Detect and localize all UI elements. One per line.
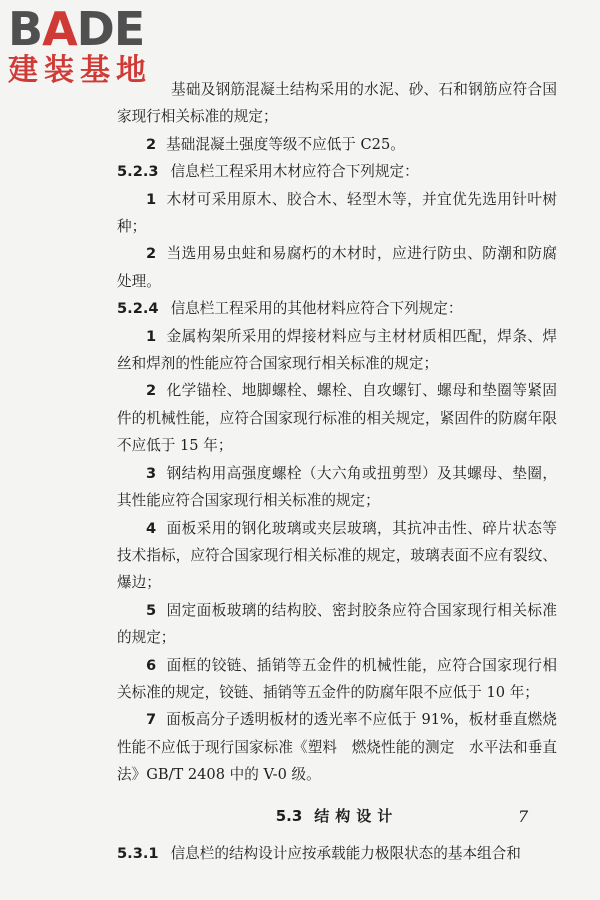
list-item: 5 固定面板玻璃的结构胶、密封胶条应符合国家现行相关标准的规定；	[117, 601, 557, 647]
section-heading: 5.3 结构设计	[275, 806, 399, 825]
paragraph-continuation: 基础及钢筋混凝土结构采用的水泥、砂、石和钢筋应符合国家现行相关标准的规定；	[117, 81, 557, 126]
document-body	[117, 76, 557, 867]
logo-wordmark: BADE	[8, 2, 145, 56]
list-item: 3 钢结构用高强度螺栓（大六角或扭剪型）及其螺母、垫圈，其性能应符合国家现行相关标准的规定；	[117, 464, 557, 510]
clause-heading: 5.2.3 信息栏工程采用木材应符合下列规定：	[117, 163, 419, 181]
list-item: 1 木材可采用原木、胶合木、轻型木等，并宜优先选用针叶树种；	[117, 190, 557, 236]
list-item: 2 基础混凝土强度等级不应低于 C25。	[146, 135, 405, 153]
list-item: 4 面板采用的钢化玻璃或夹层玻璃，其抗冲击性、碎片状态等技术指标，应符合国家现行相关标准的规定，玻璃表面不应有裂纹、爆边；	[117, 519, 557, 592]
list-item: 7 面板高分子透明板材的透光率不应低于 91%，板材垂直燃烧性能不应低于现行国家标准《塑料 燃烧性能的测定 水平法和垂直法》GB/T 2408 中的 V-0 级。	[117, 711, 557, 784]
list-item: 6 面框的铰链、插销等五金件的机械性能，应符合国家现行相关标准的规定，铰链、插销等五金件的防腐年限不应低于 10 年；	[117, 656, 557, 701]
clause-heading: 5.3.1 信息栏的结构设计应按承载能力极限状态的基本组合和	[117, 844, 521, 862]
list-item: 2 化学锚栓、地脚螺栓、螺栓、自攻螺钉、螺母和垫圈等紧固件的机械性能，应符合国家现行标准的相关规定，紧固件的防腐年限不应低于 15 年；	[117, 382, 557, 455]
page-number: 7	[518, 807, 529, 826]
list-item: 1 金属构架所采用的焊接材料应与主材材质相匹配，焊条、焊丝和焊剂的性能应符合国家现行相关标准的规定；	[117, 327, 557, 373]
list-item: 2 当选用易虫蛀和易腐朽的木材时，应进行防虫、防潮和防腐处理。	[117, 245, 557, 290]
logo-subtitle: 建装基地	[8, 53, 152, 88]
clause-heading: 5.2.4 信息栏工程采用的其他材料应符合下列规定：	[117, 300, 463, 318]
